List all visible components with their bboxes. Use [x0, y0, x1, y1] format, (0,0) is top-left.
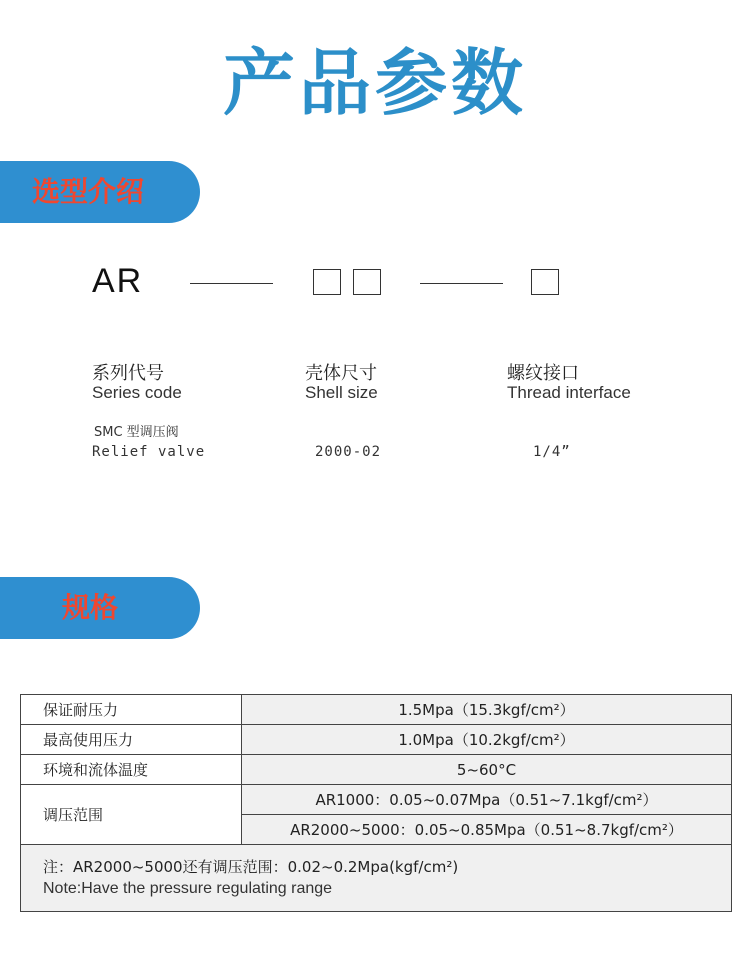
series-type-en: Relief valve [92, 444, 206, 460]
shell-size-value: 2000-02 [315, 444, 382, 460]
note-cn: 注：AR2000~5000还有调压范围：0.02~0.2Mpa(kgf/cm²) [43, 858, 459, 876]
section-banner-selection [0, 161, 200, 223]
thread-value: 1/4” [533, 444, 571, 460]
series-code-cn: 系列代号 [92, 363, 164, 384]
spec-table [20, 694, 732, 912]
code-box [353, 269, 381, 295]
series-type-cn: SMC 型调压阀 [94, 425, 179, 440]
row-label: 环境和流体温度 [21, 755, 242, 785]
note-cell [21, 845, 732, 912]
note-en: Note:Have the pressure regulating range [43, 880, 333, 897]
series-code-en: Series code [92, 383, 182, 402]
model-prefix: AR [92, 262, 144, 300]
row-label: 最高使用压力 [21, 725, 242, 755]
separator-line [190, 283, 273, 284]
table-row [21, 695, 732, 725]
row-label: 保证耐压力 [21, 695, 242, 725]
page-title: 产品参数 [222, 41, 527, 125]
row-value: 1.5Mpa（15.3kgf/cm²） [242, 695, 732, 725]
section-label: 选型介绍 [32, 175, 145, 208]
table-row [21, 755, 732, 785]
shell-size-cn: 壳体尺寸 [305, 363, 377, 384]
note-row [21, 845, 732, 912]
thread-interface-en: Thread interface [507, 383, 631, 402]
thread-interface-cn: 螺纹接口 [507, 363, 579, 384]
row-label: 调压范围 [21, 785, 242, 845]
table-row [21, 785, 732, 815]
row-value: 1.0Mpa（10.2kgf/cm²） [242, 725, 732, 755]
row-value: 5~60°C [242, 755, 732, 785]
row-value: AR2000~5000：0.05~0.85Mpa（0.51~8.7kgf/cm²） [242, 815, 732, 845]
section-label: 规格 [62, 591, 119, 624]
code-box [531, 269, 559, 295]
table-row [21, 725, 732, 755]
shell-size-en: Shell size [305, 383, 378, 402]
separator-line [420, 283, 503, 284]
code-box [313, 269, 341, 295]
row-value: AR1000：0.05~0.07Mpa（0.51~7.1kgf/cm²） [242, 785, 732, 815]
section-banner-spec [0, 577, 200, 639]
